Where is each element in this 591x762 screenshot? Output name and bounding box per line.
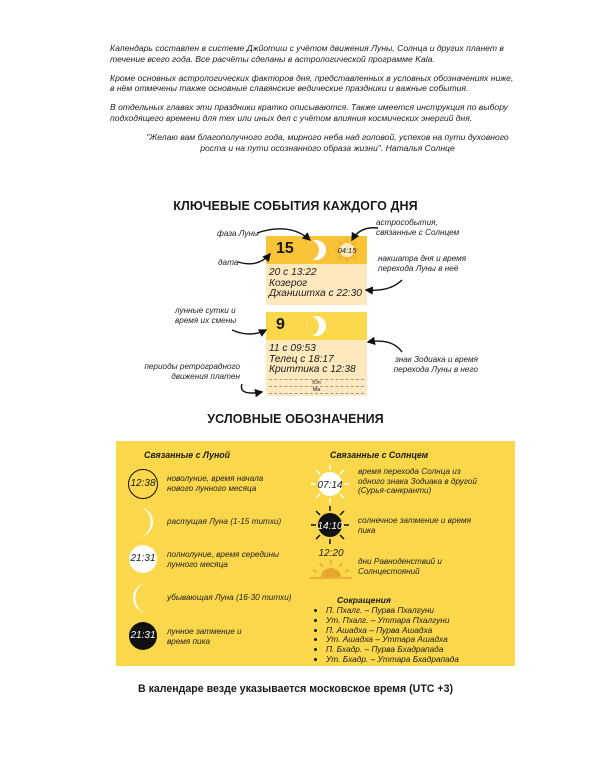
- moon-column-title: Связанные с Луной: [144, 450, 231, 460]
- abbreviations-list: [316, 606, 459, 665]
- zodiac-line: Телец с 18:17: [269, 353, 334, 365]
- list-item: • П. Бхадр. – Пурва Бхадрапада: [326, 645, 459, 655]
- arrow-sun-events: [352, 228, 378, 240]
- list-item: • Ут. Пхалг. – Уттара Пхалгуни: [326, 616, 459, 626]
- retro-planet-2: Ма: [312, 386, 321, 393]
- lunar-day-line: 11 с 09:53: [269, 343, 316, 354]
- lunar-day-line: 20 с 13:22: [269, 267, 317, 278]
- label-retro: периоды ретроградного движения платен: [144, 362, 240, 381]
- lunar-eclipse-time: 21:31: [130, 630, 156, 641]
- sun-time: 04:15: [337, 246, 357, 255]
- lunar-eclipse-text: лунное затмение и время пика: [167, 627, 242, 646]
- arrow-date: [238, 254, 270, 264]
- intro-paragraph-3: В отдельных главах эти праздники кратко описываются. Также имеется инструкция по выбору подходящего времени для тех или иных дел с учётом влияния космических энергий дня.: [110, 102, 508, 123]
- label-moon-phase: фаза Луны: [217, 229, 259, 238]
- solar-eclipse-text: солнечное затмение и время пика: [358, 516, 471, 535]
- waxing-moon-icon: [126, 505, 160, 539]
- arrow-lunar-day: [232, 330, 266, 334]
- nakshatra-line: Дхаништха с 22:30: [269, 288, 362, 299]
- sun-transit-time: 07:14: [317, 480, 343, 491]
- label-sun-events: астрособытия, связанные с Солнцем: [376, 218, 460, 237]
- arrow-moon-phase: [257, 229, 310, 240]
- day-number: 9: [276, 316, 285, 333]
- list-item: • П. Ашадха – Пурва Ашадха: [326, 626, 459, 636]
- arrow-retro: [241, 384, 262, 393]
- zodiac-line: Козерог: [269, 277, 308, 289]
- label-date: дата: [218, 258, 239, 267]
- day-number: 15: [276, 240, 294, 257]
- arrow-nakshatra: [366, 280, 402, 290]
- list-item: • Ут. Бхадр. – Уттара Бхадрапада: [326, 655, 459, 665]
- nakshatra-line: Криттика с 12:38: [269, 364, 356, 375]
- arrow-zodiac: [368, 341, 402, 352]
- solar-eclipse-time: 14:10: [317, 521, 343, 532]
- new-moon-text: новолуние, время начала нового лунного месяца: [167, 474, 264, 493]
- waning-moon-icon: [126, 581, 160, 615]
- timezone-note: В календаре везде указывается московское время (UTC +3): [138, 683, 453, 695]
- list-item: • Ут. Ашадха – Уттара Ашадха: [326, 635, 459, 645]
- equinox-icon: [308, 546, 354, 582]
- intro-paragraph-1: Календарь составлен в системе Джйотиш с учётом движения Луны, Солнца и других планет в течение всего года. Все расчёты сделаны в астрологической программе Kala.: [110, 43, 504, 64]
- equinox-time: 12:20: [318, 548, 344, 559]
- full-moon-icon: [129, 545, 157, 573]
- legend-title: УСЛОВНЫЕ ОБОЗНАЧЕНИЯ: [207, 412, 384, 426]
- waxing-moon-text: растущая Луна (1-15 титхи): [167, 517, 282, 526]
- intro-paragraph-2: Кроме основных астрологических факторов дня, представленных в условных обозначениях ниже, в нём отмечены также основные славянские ведические праздники и важные события.: [110, 72, 514, 94]
- full-moon-time: 21:31: [130, 553, 156, 564]
- retro-planet-1: Юп: [312, 379, 321, 386]
- label-nakshatra: накшатра дня и время перехода Луны в неё: [378, 254, 467, 273]
- key-events-title: КЛЮЧЕВЫЕ СОБЫТИЯ КАЖДОГО ДНЯ: [173, 199, 418, 213]
- sun-transit-icon: [310, 464, 350, 504]
- abbreviations-title: Сокращения: [337, 595, 391, 605]
- label-zodiac: знак Зодиака и время перехода Луны в него: [393, 355, 478, 374]
- waning-moon-text: убывающая Луна (16-30 титхи): [167, 593, 292, 602]
- full-moon-text: полнолуние, время середины лунного месяца: [167, 550, 279, 569]
- new-moon-icon: [128, 469, 158, 499]
- equinox-text: дни Равноденствий и Солнцестояний: [358, 557, 442, 576]
- intro-quote: "Желаю вам благополучного года, мирного неба над головой, успехов на пути духовного роста и на пути осознанного образа жизни". Наталья Солнце: [146, 131, 509, 153]
- label-lunar-day: лунные сутки и время их смены: [175, 306, 237, 325]
- sun-column-title: Связанные с Солнцем: [330, 450, 429, 460]
- list-item: • П. Пхалг. – Пурва Пхалгуни: [326, 606, 459, 616]
- new-moon-time: 12:38: [130, 478, 156, 489]
- sun-transit-text: время перехода Солнца из одного знака Зодиака в другой (Сурья-санкранти): [358, 467, 477, 496]
- solar-eclipse-icon: [310, 505, 350, 545]
- lunar-eclipse-icon: [129, 622, 157, 650]
